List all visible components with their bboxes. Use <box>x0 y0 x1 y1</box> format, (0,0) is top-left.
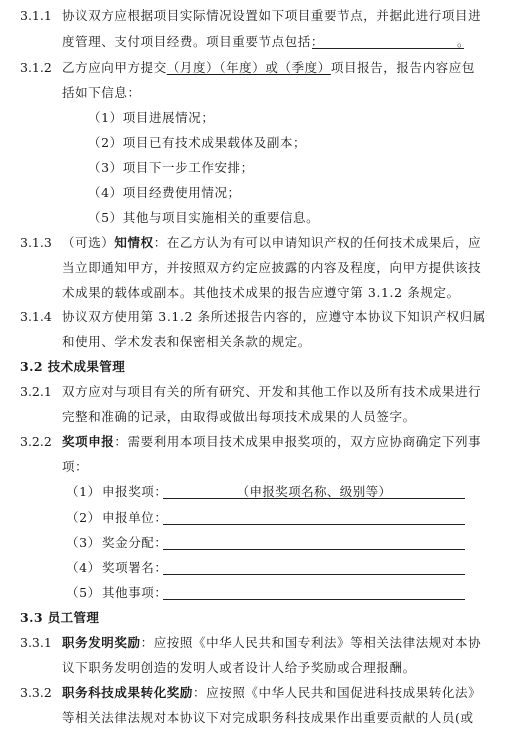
clause-3-3-1-line2: 议下职务发明创造的发明人或者设计人给予奖励或合理报酬。 <box>62 660 416 675</box>
report-period-options: （月度）（年度）或（季度） <box>166 60 331 75</box>
clause-3-1-2-pre: 乙方应向甲方提交 <box>62 60 167 75</box>
clause-3-1-3-line1-rest: ：在乙方认为有可以申请知识产权的任何技术成果后，应 <box>153 235 482 250</box>
award-credit-input-line[interactable] <box>163 574 465 575</box>
award-field-5-label: 其他事项： <box>102 585 168 600</box>
clause-number-3-1-3: 3.1.3 <box>20 235 52 250</box>
clause-3-2-2-line1-rest: ：需要利用本项目技术成果申报奖项的，双方应协商确定下列事 <box>114 434 482 449</box>
other-matters-input-line[interactable] <box>163 599 465 600</box>
clause-3-1-1-line1: 协议双方应根据项目实际情况设置如下项目重要节点，并据此进行项目进 <box>62 8 482 23</box>
optional-tag: （可选） <box>62 235 115 250</box>
clause-3-1-2-line1 <box>62 62 475 75</box>
award-field-3-label: 奖金分配： <box>102 535 168 550</box>
clause-3-2-2-line2: 项： <box>62 459 89 474</box>
clause-3-1-3-line2: 当立即通知甲方，并按照双方约定应披露的内容及程度，向甲方提供该技 <box>62 260 482 275</box>
right-to-know-label: 知情权 <box>114 235 154 250</box>
clause-3-3-2-line1 <box>62 687 481 700</box>
bonus-allocation-input-line[interactable] <box>163 549 465 550</box>
clause-3-1-4-line2: 和使用、学术发表和保密相关条款的规定。 <box>62 334 311 349</box>
clause-3-1-1-period: 。 <box>457 34 471 49</box>
award-name-placeholder: （申报奖项名称、级别等） <box>236 484 392 499</box>
clause-3-1-4-line1: 协议双方使用第 3.1.2 条所述报告内容的，应遵守本协议下知识产权归属 <box>62 309 486 324</box>
report-item-2: （2）项目已有技术成果载体及副本； <box>88 135 307 150</box>
clause-3-2-1-line1: 双方应对与项目有关的所有研究、开发和其他工作以及所有技术成果进行 <box>62 384 482 399</box>
clause-number-3-3-2: 3.3.2 <box>20 685 52 700</box>
award-application-label: 奖项申报 <box>62 434 115 449</box>
report-item-3: （3）项目下一步工作安排； <box>88 160 254 175</box>
clause-3-1-2-post: 项目报告，报告内容应包 <box>330 60 475 75</box>
clause-3-1-1-line2: 度管理、支付项目经费。项目重要节点包括： <box>62 34 325 49</box>
clause-number-3-1-4: 3.1.4 <box>20 309 52 324</box>
report-item-4: （4）项目经费使用情况； <box>88 185 241 200</box>
milestones-blank-line[interactable] <box>312 48 464 49</box>
clause-3-1-3-line3: 术成果的载体或副本。其他技术成果的报告应遵守第 3.1.2 条规定。 <box>62 285 460 300</box>
clause-3-3-2-line2: 等相关法律法规对本协议下对完成职务科技成果作出重要贡献的人员(或 <box>62 710 474 725</box>
clause-3-1-2-line2: 括如下信息： <box>62 85 141 100</box>
award-field-1-number: （1） <box>66 484 101 499</box>
applicant-input-line[interactable] <box>163 524 465 525</box>
award-field-4-number: （4） <box>66 560 101 575</box>
award-field-1-label: 申报奖项： <box>102 484 168 499</box>
report-item-1: （1）项目进展情况； <box>88 110 215 125</box>
clause-number-3-1-2: 3.1.2 <box>20 60 52 75</box>
section-heading-3-2: 3.2 技术成果管理 <box>20 359 126 374</box>
award-field-5-number: （5） <box>66 585 101 600</box>
tech-transfer-reward-label: 职务科技成果转化奖励 <box>62 685 194 700</box>
section-heading-3-3: 3.3 员工管理 <box>20 610 100 625</box>
clause-number-3-1-1: 3.1.1 <box>20 8 52 23</box>
report-item-5: （5）其他与项目实施相关的重要信息。 <box>88 210 320 225</box>
award-field-2-number: （2） <box>66 510 101 525</box>
award-field-3-number: （3） <box>66 535 101 550</box>
clause-3-2-1-line2: 完整和准确的记录，由取得或做出每项技术成果的人员签字。 <box>62 409 416 424</box>
clause-3-2-2-line1 <box>62 436 481 449</box>
service-invention-reward-label: 职务发明奖励 <box>62 635 141 650</box>
clause-number-3-3-1: 3.3.1 <box>20 635 52 650</box>
clause-number-3-2-2: 3.2.2 <box>20 434 52 449</box>
clause-3-3-1-line1 <box>62 637 481 650</box>
clause-3-1-3-line1 <box>62 237 481 250</box>
award-field-4-label: 奖项署名： <box>102 560 168 575</box>
clause-3-3-2-line1-rest: ：应按照《中华人民共和国促进科技成果转化法》 <box>193 685 482 700</box>
award-field-2-label: 申报单位： <box>102 510 168 525</box>
clause-3-3-1-line1-rest: ：应按照《中华人民共和国专利法》等相关法律法规对本协 <box>140 635 482 650</box>
clause-number-3-2-1: 3.2.1 <box>20 384 52 399</box>
